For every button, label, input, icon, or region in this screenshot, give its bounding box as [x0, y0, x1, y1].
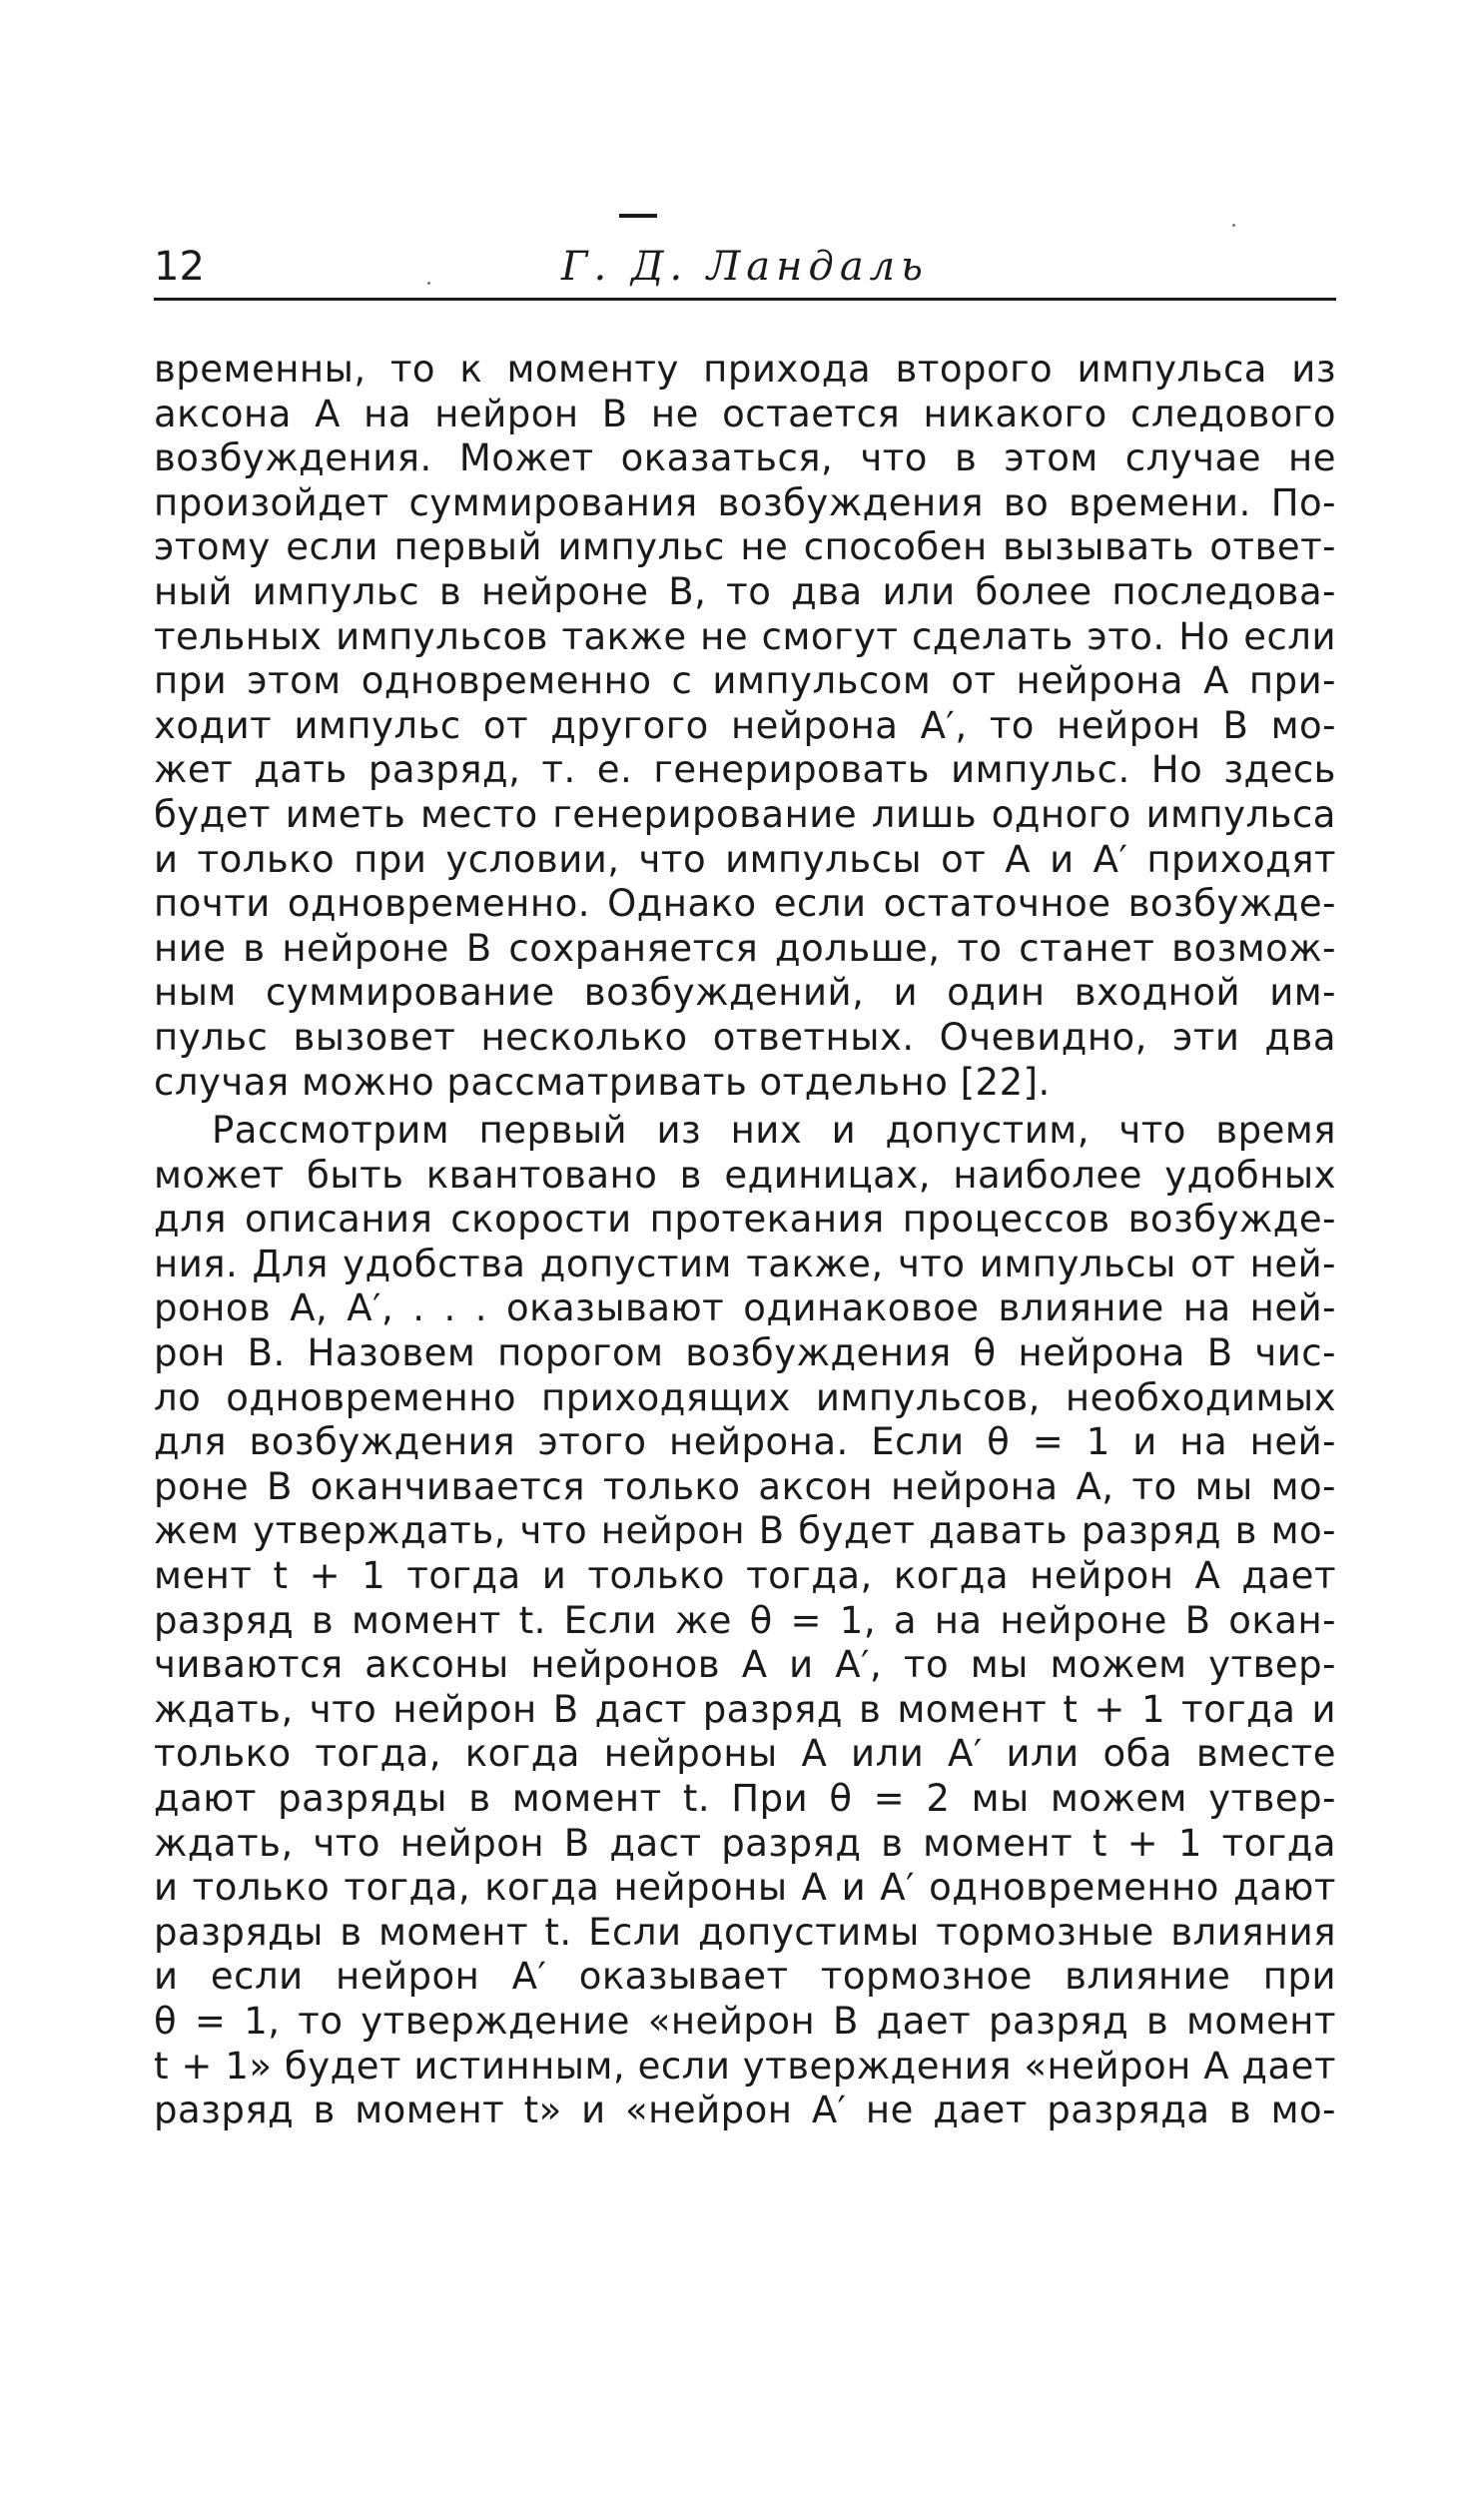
print-speck [1232, 224, 1235, 227]
text-line: ния. Для удобства допустим также, что импульсы от ней- [154, 1242, 1336, 1285]
text-line: θ = 1, то утверждение «нейрон B дает разряд в момент [154, 1999, 1336, 2043]
paragraph-1 [154, 348, 1336, 1105]
text-line: и если нейрон A′ оказывает тормозное влияние при [154, 1955, 1336, 1999]
text-line: при этом одновременно с импульсом от нейрона A при- [154, 659, 1336, 703]
text-line: разряд в момент t. Если же θ = 1, а на нейроне B окан- [154, 1598, 1336, 1642]
text-line: для описания скорости протекания процессов возбужде- [154, 1198, 1336, 1242]
text-line: и только тогда, когда нейроны A и A′ одновременно дают [154, 1866, 1336, 1910]
text-line: для возбуждения этого нейрона. Если θ = 1 и на ней- [154, 1420, 1336, 1464]
text-line: ходит импульс от другого нейрона A′, то нейрон B мо- [154, 703, 1336, 747]
paragraph-2 [154, 1109, 1336, 2133]
text-line: ждать, что нейрон B даст разряд в момент t + 1 тогда [154, 1821, 1336, 1865]
text-line: ждать, что нейрон B даст разряд в момент t + 1 тогда и [154, 1687, 1336, 1731]
text-line: жем утверждать, что нейрон B будет давать разряд в мо- [154, 1509, 1336, 1553]
text-line: разряды в момент t. Если допустимы тормозные влияния [154, 1910, 1336, 1954]
text-line: жет дать разряд, т. е. генерировать импульс. Но здесь [154, 748, 1336, 792]
text-line: роне B оканчивается только аксон нейрона A, то мы мо- [154, 1464, 1336, 1508]
text-line: разряд в момент t» и «нейрон A′ не дает разряда в мо- [154, 2089, 1336, 2132]
text-line: только тогда, когда нейроны A или A′ или оба вместе [154, 1732, 1336, 1776]
text-line: t + 1» будет истинным, если утверждения «нейрон A дает [154, 2044, 1336, 2088]
text-line: ным суммирование возбуждений, и один входной им- [154, 971, 1336, 1015]
text-line: и только при условии, что импульсы от A и A′ приходят [154, 837, 1336, 881]
text-line: дают разряды в момент t. При θ = 2 мы можем утвер- [154, 1777, 1336, 1820]
running-head: Г. Д. Ландаль [561, 244, 929, 290]
text-line: может быть квантовано в единицах, наиболее удобных [154, 1153, 1336, 1197]
text-line: мент t + 1 тогда и только тогда, когда нейрон A дает [154, 1554, 1336, 1598]
text-line: тельных импульсов также не смогут сделать это. Но если [154, 614, 1336, 658]
text-line: будет иметь место генерирование лишь одного импульса [154, 792, 1336, 836]
page-number: 12 [154, 244, 205, 290]
text-line: ный импульс в нейроне B, то два или более последова- [154, 569, 1336, 613]
text-line: чиваются аксоны нейронов A и A′, то мы можем утвер- [154, 1643, 1336, 1687]
text-line: ние в нейроне B сохраняется дольше, то станет возмож- [154, 926, 1336, 970]
text-line: рон B. Назовем порогом возбуждения θ нейрона B чис- [154, 1331, 1336, 1375]
text-line: ло одновременно приходящих импульсов, необходимых [154, 1375, 1336, 1419]
text-line: ронов A, A′, . . . оказывают одинаковое влияние на ней- [154, 1286, 1336, 1330]
text-line: возбуждения. Может оказаться, что в этом случае не [154, 436, 1336, 480]
header-rule [154, 298, 1336, 301]
text-line: аксона A на нейрон B не остается никакого следового [154, 392, 1336, 435]
text-line: произойдет суммирования возбуждения во времени. По- [154, 480, 1336, 524]
text-line: пульс вызовет несколько ответных. Очевидно, эти два [154, 1015, 1336, 1059]
print-mark [619, 214, 657, 218]
text-line: Рассмотрим первый из них и допустим, что время [212, 1109, 1336, 1153]
page-header [154, 235, 1336, 299]
body-text [154, 348, 1336, 2133]
text-line: случая можно рассматривать отдельно [22]. [154, 1060, 1051, 1104]
text-line: этому если первый импульс не способен вызывать ответ- [154, 525, 1336, 569]
text-line: временны, то к моменту прихода второго импульса из [154, 348, 1336, 391]
text-line: почти одновременно. Однако если остаточное возбужде- [154, 882, 1336, 926]
